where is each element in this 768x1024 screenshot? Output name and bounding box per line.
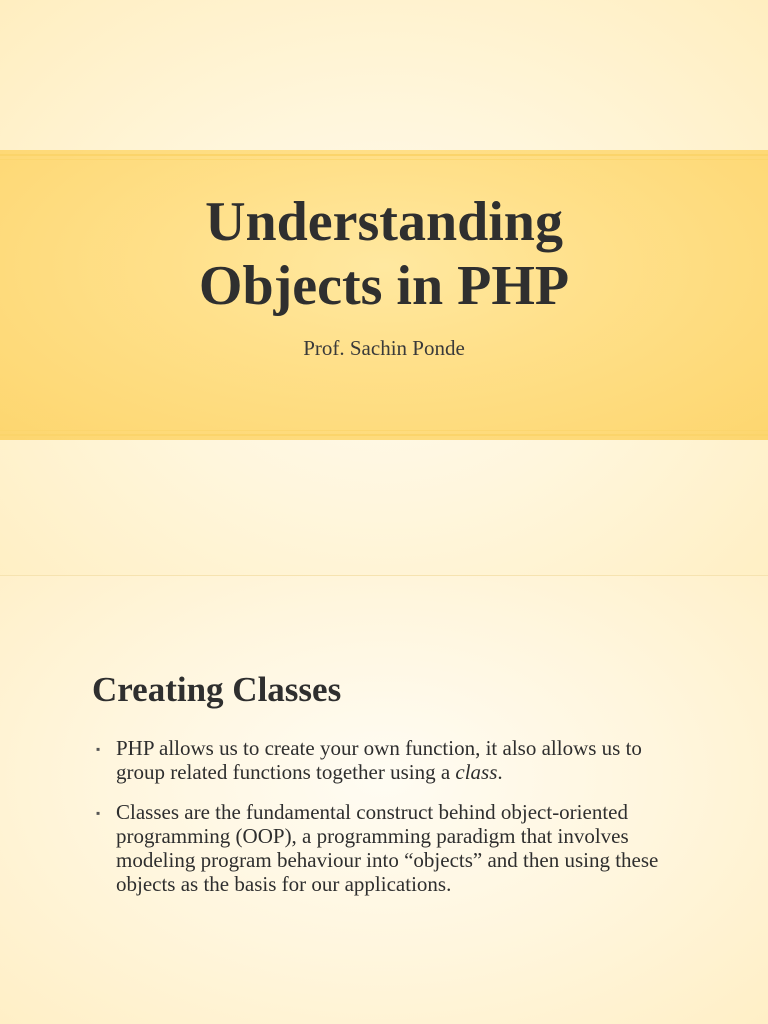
bullet-item	[92, 800, 682, 896]
bullet-item	[92, 736, 682, 784]
band-border-top	[0, 154, 768, 156]
bullet-text: Classes are the fundamental construct behind object-oriented programming (OOP), a programming paradigm that involves modeling program behaviour into “objects” and then using these objects as the basis for our applications.	[116, 800, 659, 896]
content-slide	[0, 576, 768, 1024]
band-border-bottom-thin	[0, 430, 768, 431]
bullet-emphasis: class	[455, 760, 498, 784]
section-heading: Creating Classes	[92, 670, 342, 709]
bullet-list	[92, 736, 682, 912]
title-line-1: Understanding	[205, 191, 563, 253]
bullet-marker-icon: ▪	[96, 806, 101, 820]
band-border-bottom	[0, 434, 768, 436]
title-band	[0, 150, 768, 440]
band-border-top-thin	[0, 159, 768, 160]
slide-title	[0, 190, 768, 318]
title-line-2: Objects in PHP	[198, 255, 570, 317]
bullet-text-end: .	[497, 760, 503, 784]
bullet-marker-icon: ▪	[96, 742, 101, 756]
slide-subtitle: Prof. Sachin Ponde	[303, 336, 465, 360]
bullet-text: PHP allows us to create your own function, it also allows us to group related functions together using a	[116, 736, 642, 784]
